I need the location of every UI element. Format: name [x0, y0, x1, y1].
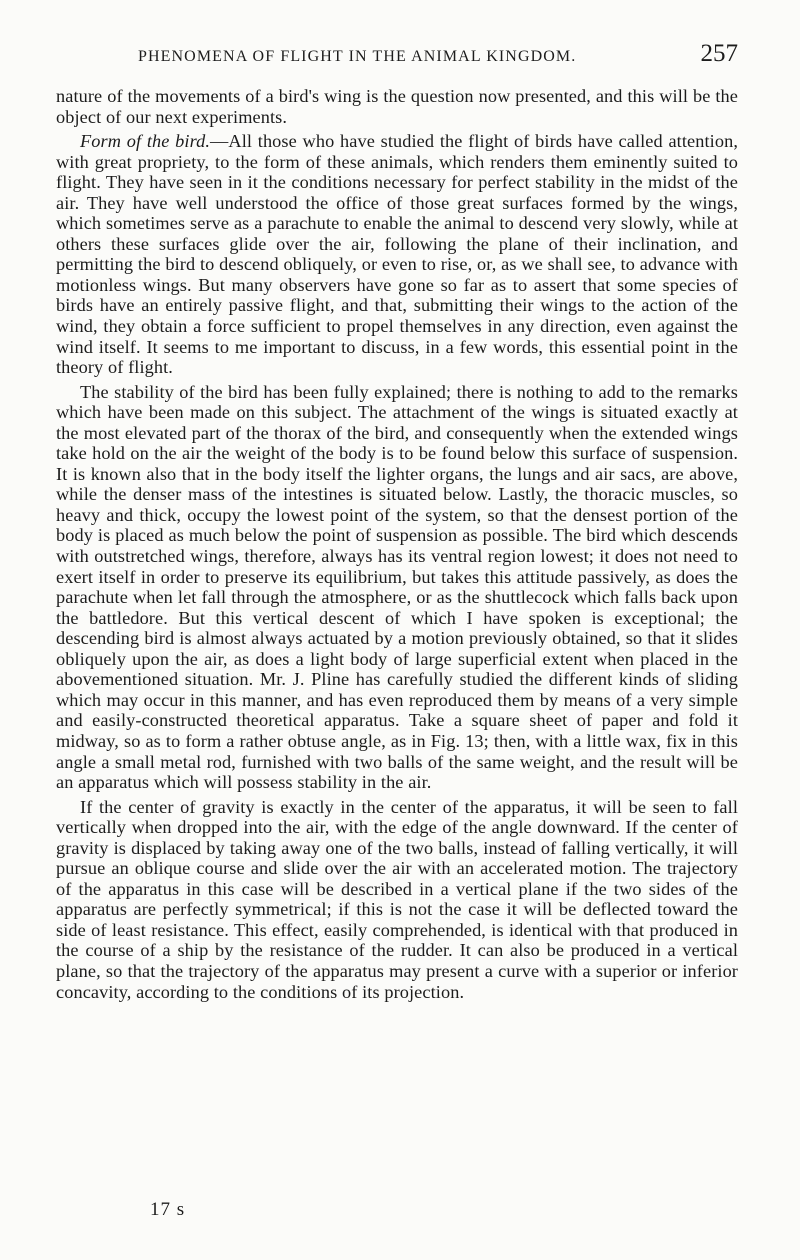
section-heading: Form of the bird. — [80, 131, 211, 152]
paragraph-2-text: —All those who have studied the flight of birds have called attention, with great propriety, to the form of these animals, which renders them eminently suited to flight. They have seen in it the conditions necessary for perfect stability in the midst of the air. They have well understood the office of those great surfaces formed by the wings, which sometimes serve as a parachute to enable the animal to descend very slowly, while at others these surfaces glide over the air, following the plane of their inclination, and permitting the bird to descend obliquely, or even to rise, or, as we shall see, to advance with motionless wings. But many observers have gone so far as to assert that some species of birds have an entirely passive flight, and that, submitting their wings to the action of the wind, they obtain a force sufficient to propel themselves in any direction, even against the wind itself. It seems to me important to discuss, in a few words, this essential point in the theory of flight. — [56, 131, 738, 378]
running-title: PHENOMENA OF FLIGHT IN THE ANIMAL KINGDOM. — [138, 48, 577, 65]
body-text — [56, 86, 738, 1002]
paragraph-4: If the center of gravity is exactly in the center of the apparatus, it will be seen to fall vertically when dropped into the air, with the edge of the angle downward. If the center of gravity is displaced by taking away one of the two balls, instead of falling vertically, it will pursue an oblique course and slide over the air with an accelerated motion. The trajectory of the apparatus in this case will be described in a vertical plane if the two sides of the apparatus are perfectly symmetrical; if this is not the case it will be deflected toward the side of least resistance. This effect, easily comprehended, is identical with that produced in the course of a ship by the resistance of the rudder. It can also be produced in a vertical plane, so that the trajectory of the apparatus may present a curve with a superior or inferior concavity, according to the conditions of its projection. — [56, 796, 738, 1002]
signature-mark: 17 s — [150, 1199, 186, 1220]
paragraph-1: nature of the movements of a bird's wing is the question now presented, and this will be the object of our next experiments. — [56, 86, 738, 127]
page-header — [138, 40, 742, 76]
paragraph-2 — [56, 131, 738, 378]
paragraph-3: The stability of the bird has been fully explained; there is nothing to add to the remarks which have been made on this subject. The attachment of the wings is situated exactly at the most elevated part of the thorax of the bird, and consequently when the extended wings take hold on the air the weight of the body is to be found below this surface of suspension. It is known also that in the body itself the lighter organs, the lungs and air sacs, are above, while the denser mass of the intestines is situated below. Lastly, the thoracic muscles, so heavy and thick, occupy the lowest point of the system, so that the densest portion of the body is placed as much below the point of suspension as possible. The bird which descends with outstretched wings, therefore, always has its ventral region lowest; it does not need to exert itself in order to preserve its equilibrium, but takes this attitude passively, as does the parachute when let fall through the atmosphere, or as the shuttlecock which falls back upon the battledore. But this vertical descent of which I have spoken is exceptional; the descending bird is almost always actuated by a motion previously obtained, so that it slides obliquely upon the air, as does a light body of large superficial extent when placed in the abovementioned situation. Mr. J. Pline has carefully studied the different kinds of sliding which may occur in this manner, and has even reproduced them by means of a very simple and easily-constructed theoretical apparatus. Take a square sheet of paper and fold it midway, so as to form a rather obtuse angle, as in Fig. 13; then, with a little wax, fix in this angle a small metal rod, furnished with two balls of the same weight, and the result will be an apparatus which will possess stability in the air. — [56, 381, 738, 793]
page-number: 257 — [700, 40, 738, 67]
